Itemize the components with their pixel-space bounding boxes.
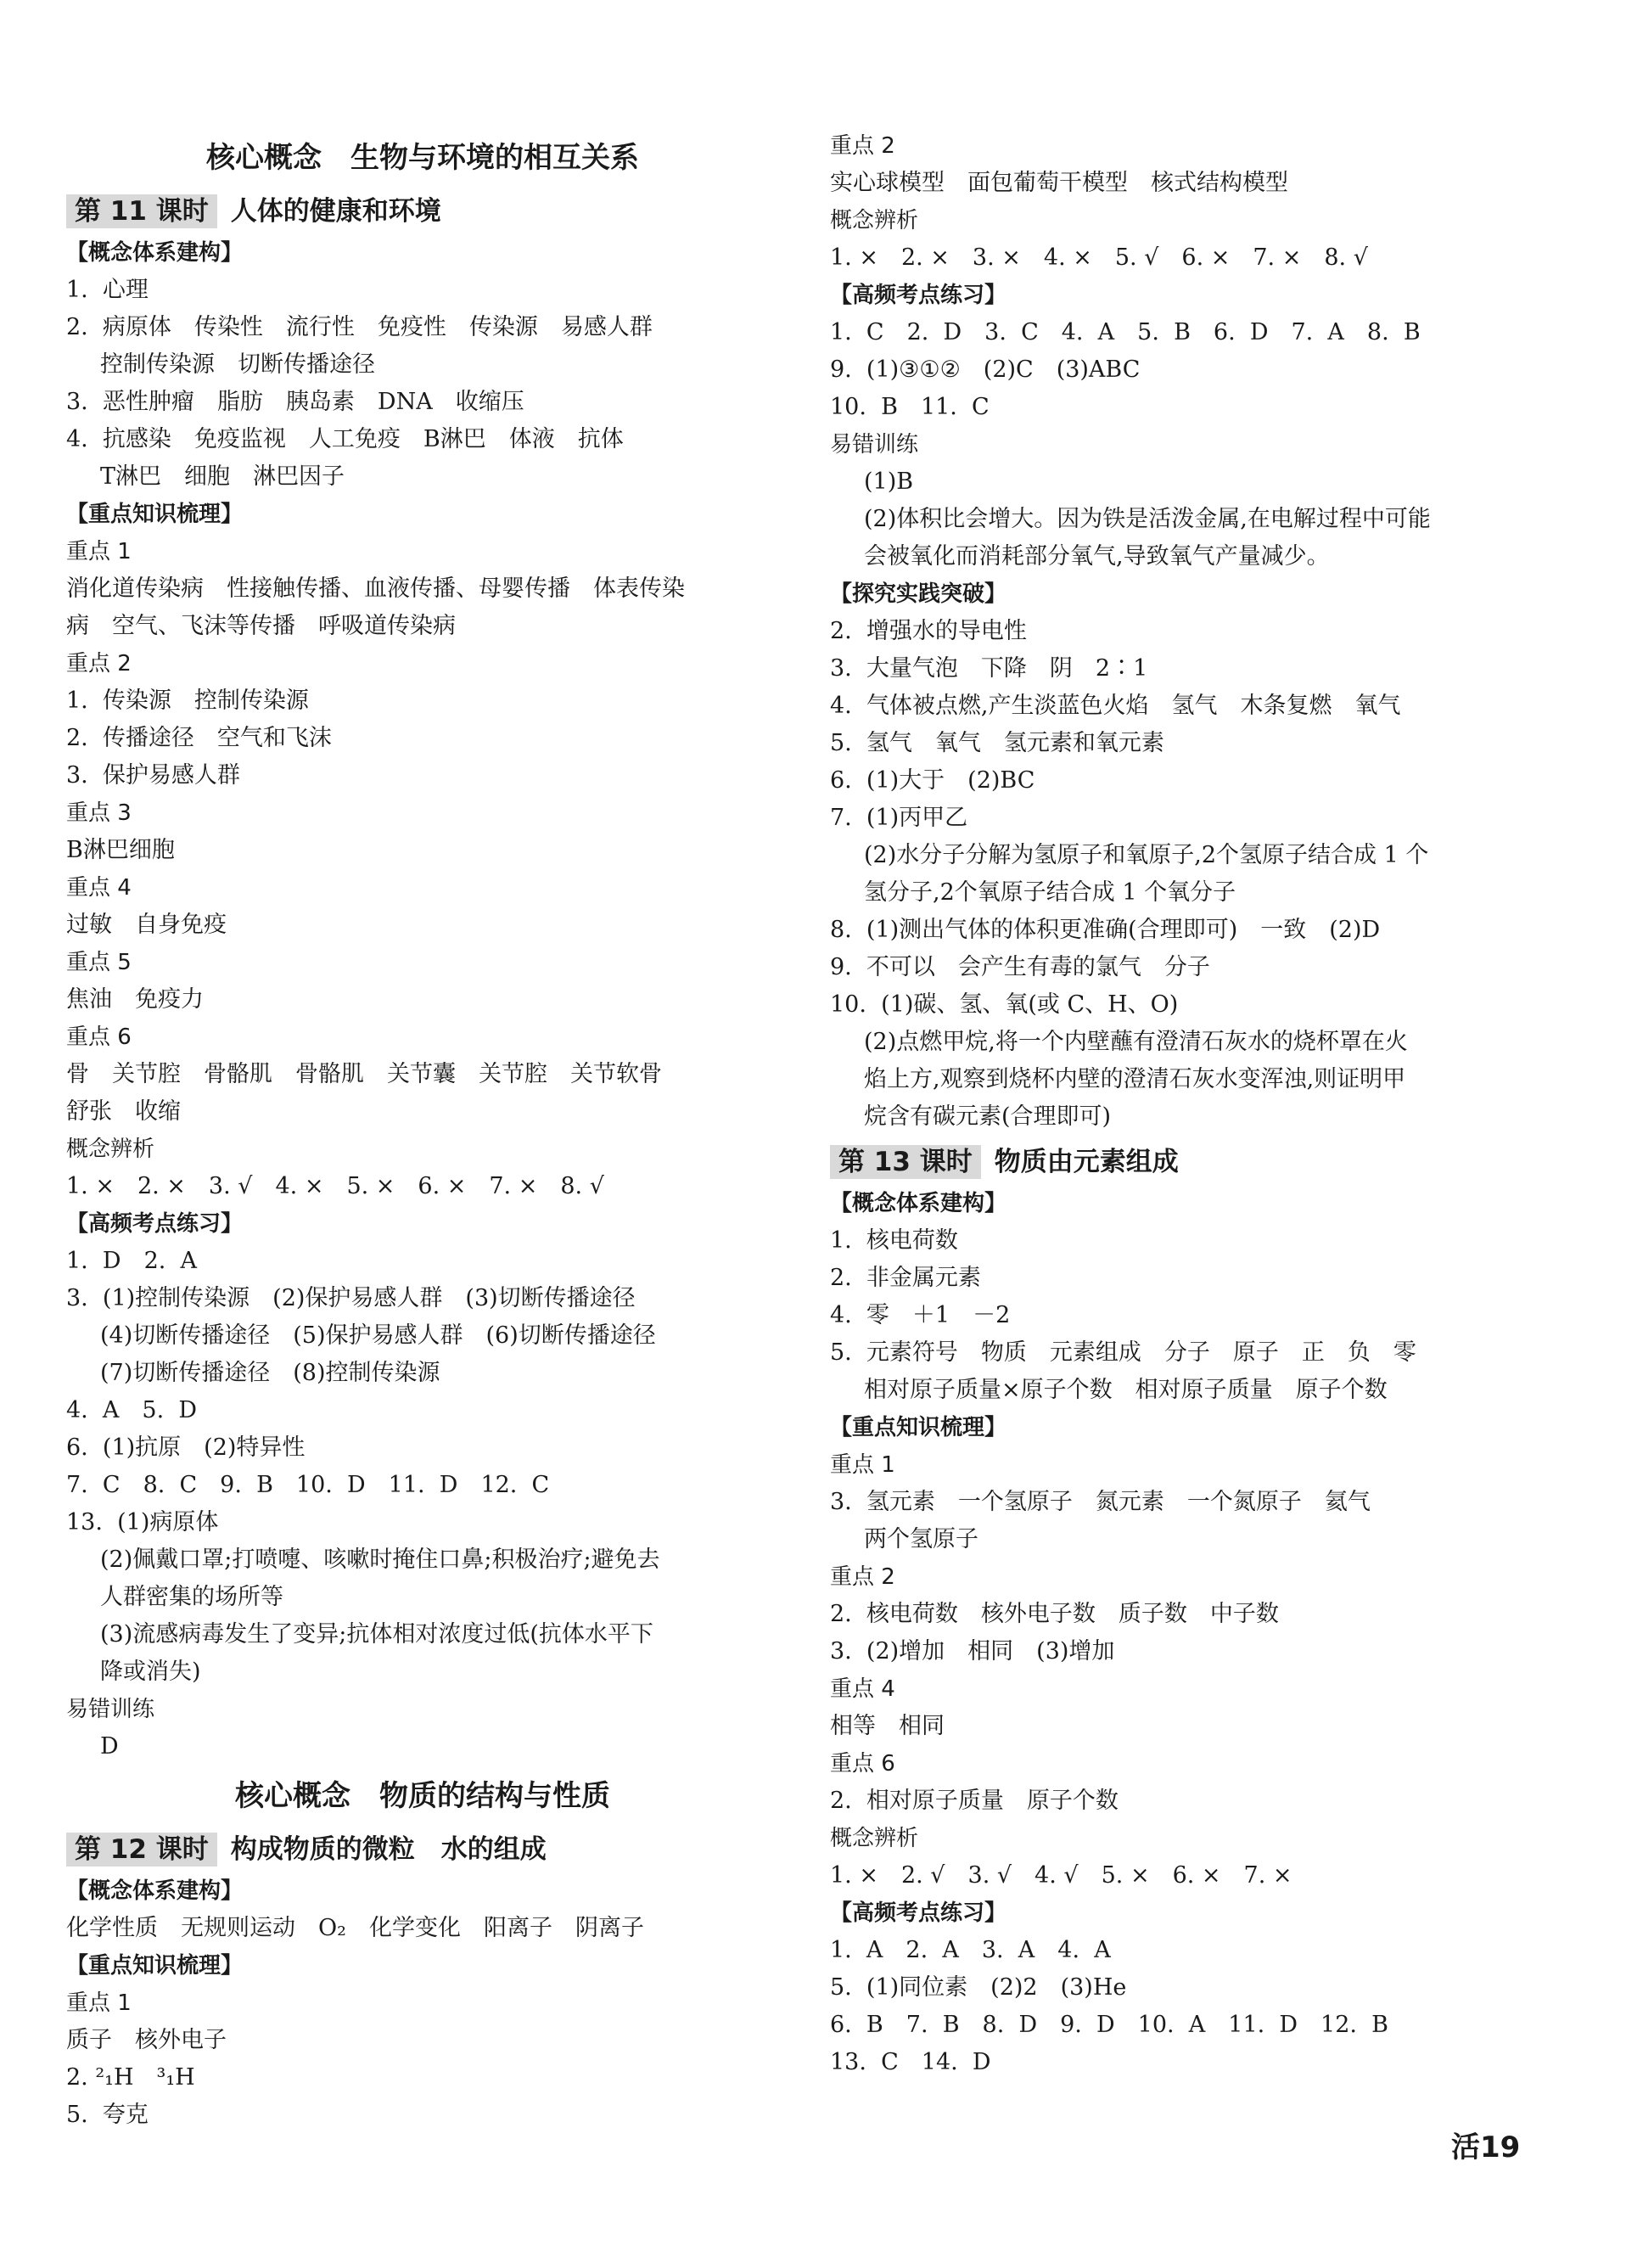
answer-line: 10. (1)碳、氢、氧(或 C、H、O) [830, 991, 1179, 1018]
subsection-label: 重点 1 [66, 1990, 132, 2016]
answer-line: 6. (1)大于 (2)BC [830, 767, 1035, 794]
lesson-heading [830, 1139, 1543, 1185]
answer-line: 2. ²₁H ³₁H [66, 2064, 195, 2091]
subsection-label: 易错训练 [66, 1697, 155, 1722]
answer-line: 舒张 收缩 [66, 1098, 181, 1125]
right-column [830, 127, 1543, 2081]
section-heading: 【高频考点练习】 [830, 1900, 1007, 1926]
answer-line: 9. (1)③①② (2)C (3)ABC [830, 356, 1141, 383]
subsection-label: 重点 5 [66, 950, 132, 975]
answer-line: 1. A 2. A 3. A 4. A [830, 1937, 1111, 1963]
subsection-label: 重点 6 [66, 1025, 132, 1050]
answer-line: 5. 氢气 氧气 氢元素和氧元素 [830, 730, 1164, 756]
subsection-label: 重点 4 [830, 1676, 895, 1702]
section-heading: 【重点知识梳理】 [66, 502, 244, 527]
section-heading: 【重点知识梳理】 [66, 1953, 244, 1979]
answer-line: 4. 抗感染 免疫监视 人工免疫 B淋巴 体液 抗体 [66, 426, 624, 452]
answer-line: 1. D 2. A [66, 1248, 197, 1274]
answer-line: 实心球模型 面包葡萄干模型 核式结构模型 [830, 170, 1288, 196]
answer-line: 骨 关节腔 骨骼肌 骨骼肌 关节囊 关节腔 关节软骨 [66, 1061, 662, 1087]
answer-line-indented: 氢分子,2个氧原子结合成 1 个氧分子 [864, 879, 1236, 906]
subsection-label: 重点 1 [830, 1452, 895, 1478]
answer-line: 1. × 2. × 3. √ 4. × 5. × 6. × 7. × 8. √ [66, 1173, 604, 1199]
lesson-number: 第 11 课时 [66, 194, 217, 228]
answer-line: 化学性质 无规则运动 O₂ 化学变化 阳离子 阴离子 [66, 1915, 644, 1941]
answer-line: 1. 核电荷数 [830, 1227, 958, 1254]
answer-line: 3. 保护易感人群 [66, 762, 240, 789]
answer-line-indented: 会被氧化而消耗部分氧气,导致氧气产量减少。 [864, 543, 1330, 570]
section-heading: 【探究实践突破】 [830, 581, 1007, 607]
answer-line-indented: (7)切断传播途径 (8)控制传染源 [100, 1360, 440, 1386]
answer-line: 消化道传染病 性接触传播、血液传播、母婴传播 体表传染 [66, 575, 685, 602]
answer-line-indented: (2)佩戴口罩;打喷嚏、咳嗽时掩住口鼻;积极治疗;避免去 [100, 1547, 660, 1573]
subsection-label: 易错训练 [830, 432, 919, 458]
page-number: 活19 [1451, 2130, 1521, 2164]
answer-line: 质子 核外电子 [66, 2027, 227, 2053]
section-heading: 【概念体系建构】 [66, 1878, 244, 1904]
answer-line: 9. 不可以 会产生有毒的氯气 分子 [830, 954, 1210, 980]
answer-line: 病 空气、飞沫等传播 呼吸道传染病 [66, 613, 456, 639]
section-heading: 【概念体系建构】 [66, 240, 244, 266]
answer-line-indented: 焰上方,观察到烧杯内壁的澄清石灰水变浑浊,则证明甲 [864, 1066, 1406, 1092]
subsection-label: 重点 4 [66, 875, 132, 901]
section-heading: 【高频考点练习】 [830, 283, 1007, 308]
answer-line: 2. 传播途径 空气和飞沫 [66, 725, 332, 751]
answer-line-indented: (2)点燃甲烷,将一个内壁蘸有澄清石灰水的烧杯罩在火 [864, 1029, 1408, 1055]
answer-line: 6. (1)抗原 (2)特异性 [66, 1434, 306, 1461]
answer-line: 4. 零 ＋1 －2 [830, 1302, 1011, 1328]
answer-line-indented: (4)切断传播途径 (5)保护易感人群 (6)切断传播途径 [100, 1322, 656, 1349]
section-heading: 【重点知识梳理】 [830, 1415, 1007, 1440]
left-column [66, 127, 779, 2134]
answer-line: 5. 夸克 [66, 2102, 149, 2128]
answer-line: 2. 增强水的导电性 [830, 618, 1027, 644]
subsection-label: 概念辨析 [830, 1826, 919, 1851]
answer-line-indented: 两个氢原子 [864, 1526, 978, 1552]
lesson-heading [66, 188, 779, 234]
section-heading: 【高频考点练习】 [66, 1211, 244, 1237]
answer-line: 相等 相同 [830, 1713, 945, 1739]
subsection-label: 重点 6 [830, 1751, 895, 1777]
subsection-label: 重点 2 [830, 1564, 895, 1590]
answer-line-indented: 控制传染源 切断传播途径 [100, 351, 375, 378]
answer-line-indented: 人群密集的场所等 [100, 1584, 283, 1610]
subsection-label: 概念辨析 [66, 1137, 155, 1162]
lesson-title: 人体的健康和环境 [230, 196, 441, 227]
answer-line: 3. (1)控制传染源 (2)保护易感人群 (3)切断传播途径 [66, 1285, 636, 1311]
core-concept-heading: 核心概念 生物与环境的相互关系 [206, 141, 639, 175]
answer-line: 13. (1)病原体 [66, 1509, 219, 1535]
subsection-label: 重点 1 [66, 539, 132, 564]
answer-line-indented: (3)流感病毒发生了变异;抗体相对浓度过低(抗体水平下 [100, 1621, 653, 1648]
answer-line: B淋巴细胞 [66, 837, 175, 863]
subsection-label: 重点 2 [830, 133, 895, 159]
answer-line-indented: (2)体积比会增大。因为铁是活泼金属,在电解过程中可能 [864, 506, 1431, 532]
answer-line: 13. C 14. D [830, 2049, 991, 2075]
section-heading: 【概念体系建构】 [830, 1191, 1007, 1216]
answer-line-indented: 烷含有碳元素(合理即可) [864, 1103, 1112, 1130]
subsection-label: 重点 2 [66, 651, 132, 676]
answer-line: 2. 病原体 传染性 流行性 免疫性 传染源 易感人群 [66, 314, 653, 340]
answer-line: 2. 相对原子质量 原子个数 [830, 1788, 1119, 1814]
core-concept-heading: 核心概念 物质的结构与性质 [235, 1779, 610, 1813]
answer-line-indented: 相对原子质量×原子个数 相对原子质量 原子个数 [864, 1377, 1388, 1403]
answer-line: 4. 气体被点燃,产生淡蓝色火焰 氢气 木条复燃 氧气 [830, 693, 1401, 719]
answer-line: 1. × 2. √ 3. √ 4. √ 5. × 6. × 7. × [830, 1862, 1292, 1889]
answer-line: 3. (2)增加 相同 (3)增加 [830, 1638, 1115, 1665]
answer-line-indented: (2)水分子分解为氢原子和氧原子,2个氢原子结合成 1 个 [864, 842, 1429, 868]
answer-line-indented: 降或消失) [100, 1659, 201, 1685]
answer-line: 焦油 免疫力 [66, 986, 204, 1013]
answer-line: 7. (1)丙甲乙 [830, 805, 968, 831]
answer-line: 8. (1)测出气体的体积更准确(合理即可) 一致 (2)D [830, 917, 1381, 943]
answer-line: 6. B 7. B 8. D 9. D 10. A 11. D 12. B [830, 2012, 1388, 2038]
answer-line: 2. 非金属元素 [830, 1265, 981, 1291]
answer-line: 3. 恶性肿瘤 脂肪 胰岛素 DNA 收缩压 [66, 389, 524, 415]
answer-line: 10. B 11. C [830, 394, 990, 420]
answer-line: 2. 核电荷数 核外电子数 质子数 中子数 [830, 1601, 1279, 1627]
answer-line: 5. (1)同位素 (2)2 (3)He [830, 1974, 1127, 2001]
lesson-heading [66, 1827, 779, 1872]
lesson-number: 第 13 课时 [830, 1145, 981, 1179]
answer-line: 1. 传染源 控制传染源 [66, 688, 309, 714]
answer-line: 3. 大量气泡 下降 阴 2∶1 [830, 655, 1148, 682]
answer-line: 过敏 自身免疫 [66, 912, 227, 938]
answer-line: 1. × 2. × 3. × 4. × 5. √ 6. × 7. × 8. √ [830, 244, 1368, 271]
lesson-title: 物质由元素组成 [994, 1147, 1179, 1177]
answer-line: 4. A 5. D [66, 1397, 197, 1423]
lesson-title: 构成物质的微粒 水的组成 [230, 1834, 547, 1865]
answer-line-indented: T淋巴 细胞 淋巴因子 [100, 463, 345, 490]
subsection-label: 重点 3 [66, 800, 132, 826]
answer-line-indented: D [100, 1733, 119, 1760]
answer-line-indented: (1)B [864, 469, 914, 495]
answer-line: 7. C 8. C 9. B 10. D 11. D 12. C [66, 1472, 550, 1498]
lesson-number: 第 12 课时 [66, 1833, 217, 1867]
answer-line: 1. C 2. D 3. C 4. A 5. B 6. D 7. A 8. B [830, 319, 1421, 345]
answer-line: 1. 心理 [66, 277, 149, 303]
subsection-label: 概念辨析 [830, 208, 919, 233]
answer-line: 3. 氢元素 一个氢原子 氮元素 一个氮原子 氦气 [830, 1489, 1371, 1515]
answer-line: 5. 元素符号 物质 元素组成 分子 原子 正 负 零 [830, 1339, 1416, 1366]
